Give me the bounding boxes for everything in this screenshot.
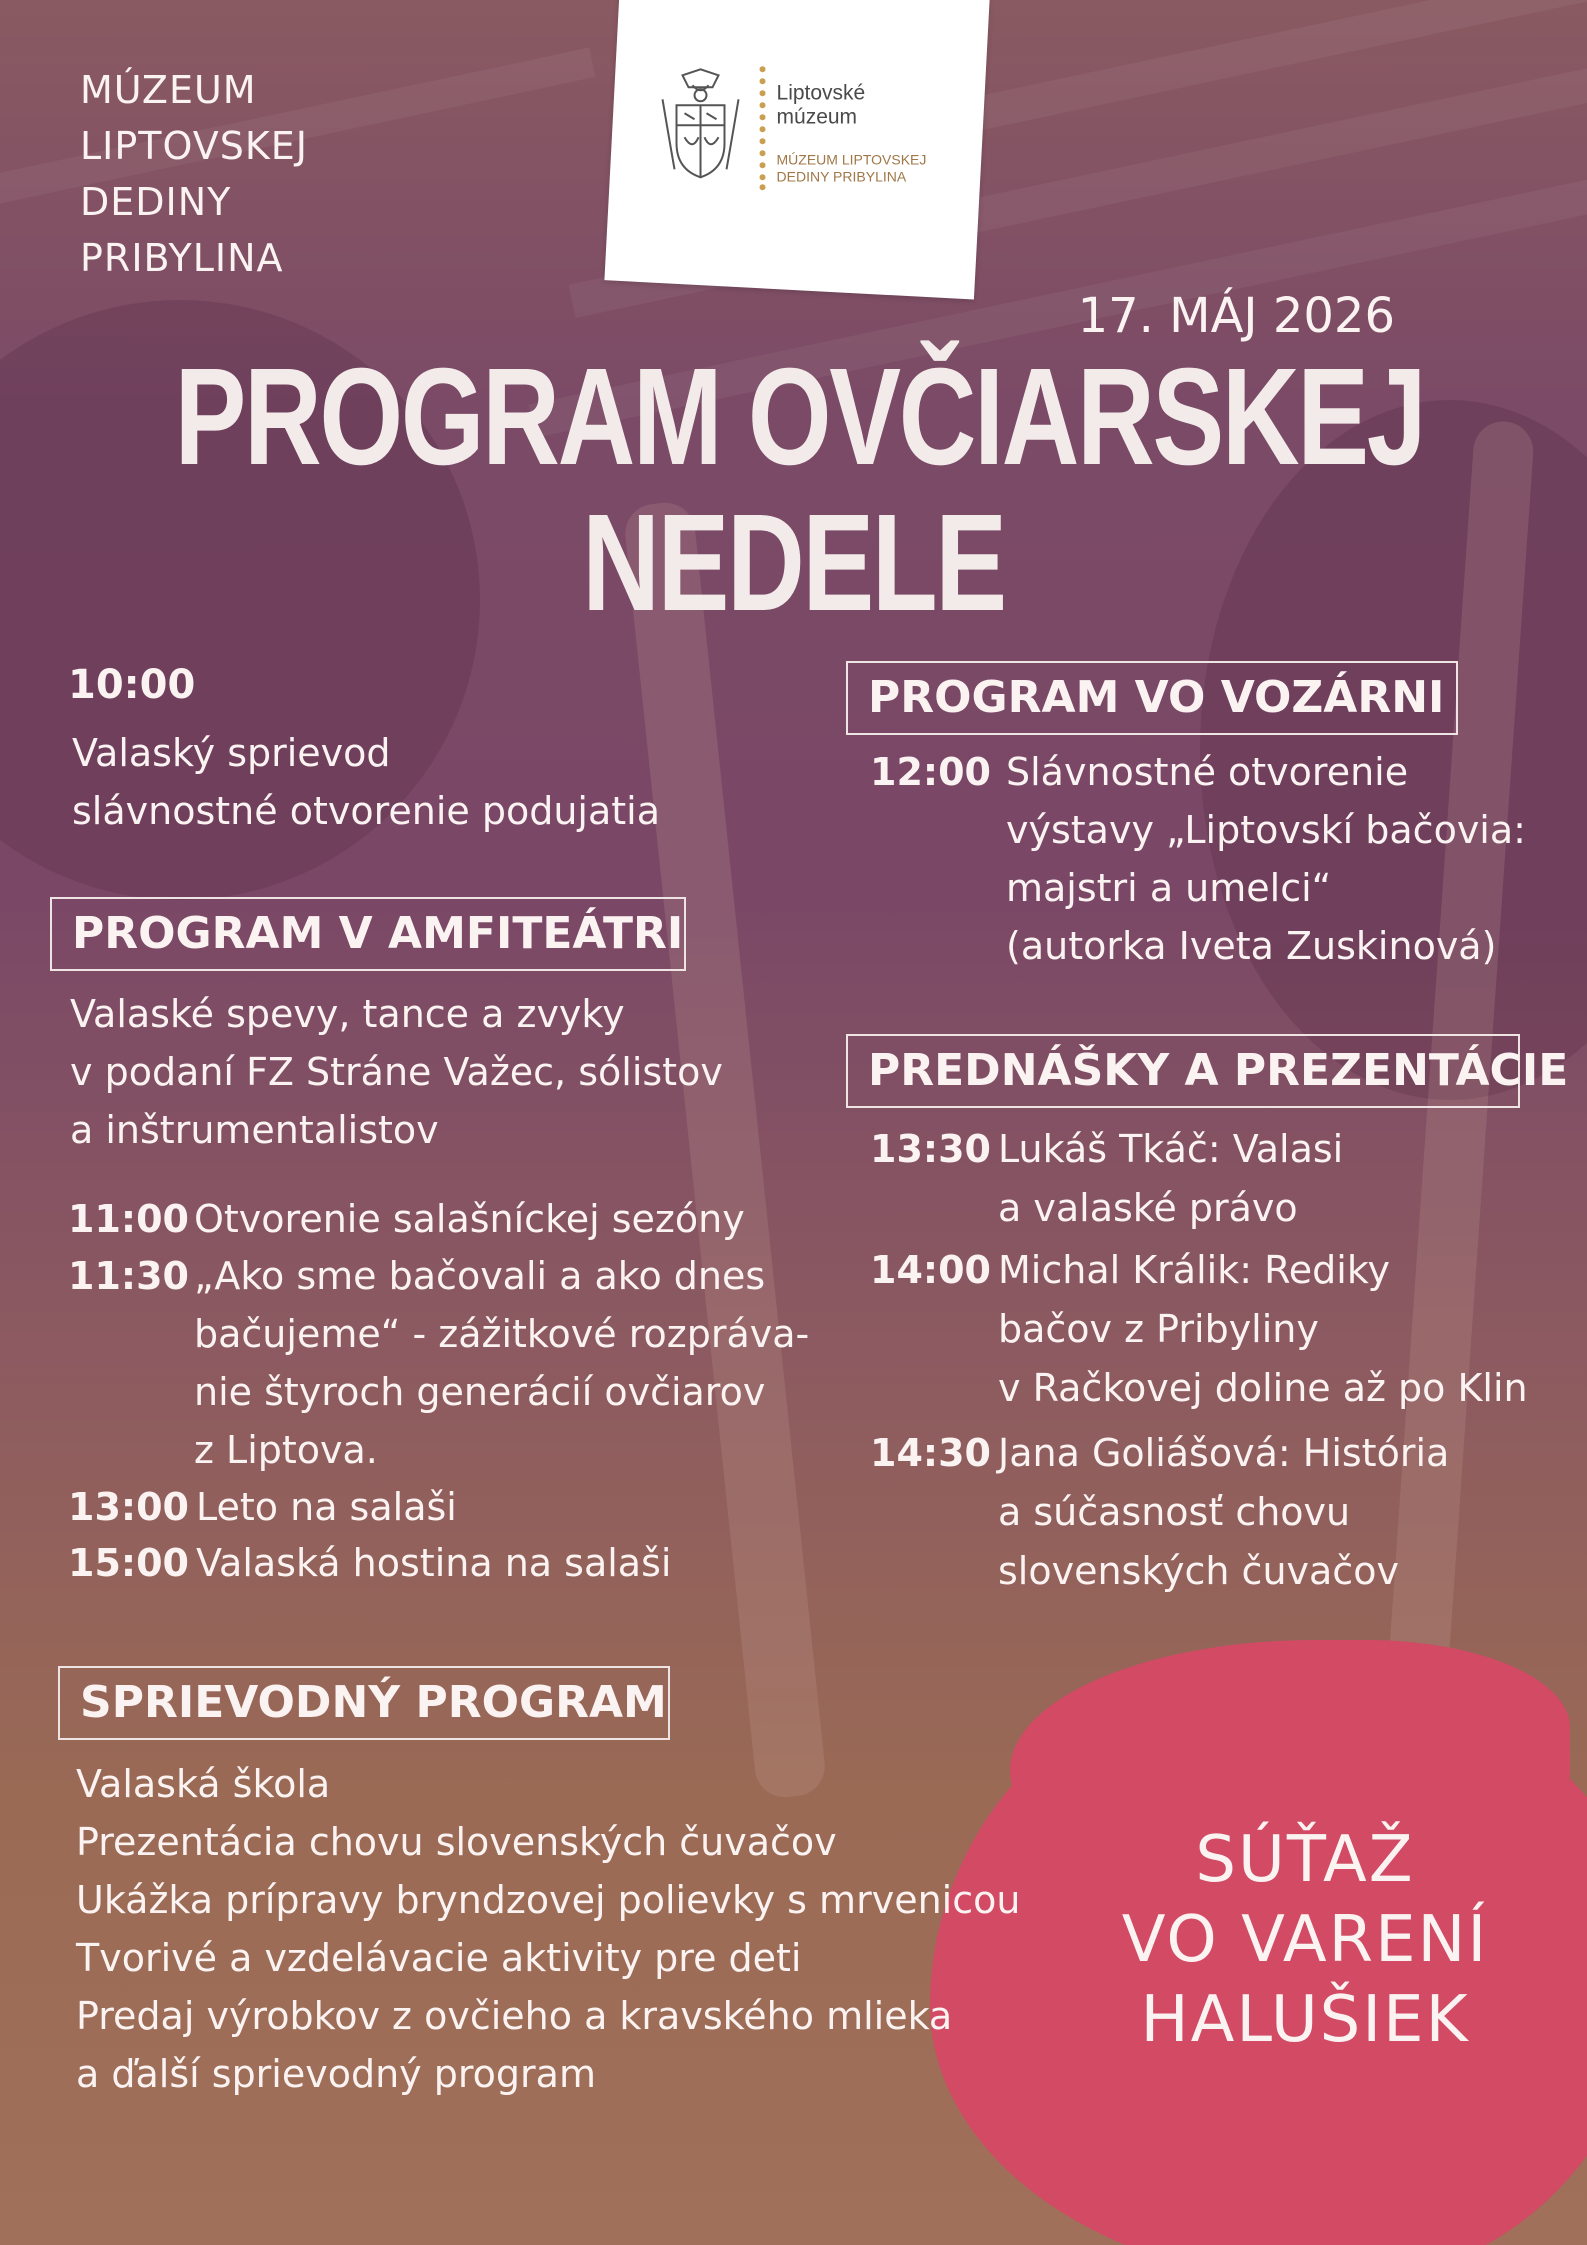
sprievodny-line: Tvorivé a vzdelávacie aktivity pre deti	[76, 1936, 802, 1980]
page-title-line2: NEDELE	[582, 486, 1005, 640]
schedule-time: 13:30	[870, 1127, 991, 1171]
opening-time: 10:00	[68, 662, 196, 708]
logo	[653, 65, 953, 195]
schedule-row	[870, 1241, 1390, 1299]
schedule-text: Slávnostné otvorenie	[1006, 750, 1409, 794]
section-heading-prednasky: PREDNÁŠKY A PREZENTÁCIE	[846, 1034, 1520, 1108]
contest-line: HALUŠIEK	[1140, 1983, 1470, 2057]
sprievodny-line: Prezentácia chovu slovenských čuvačov	[76, 1820, 837, 1864]
museum-name	[80, 62, 308, 286]
schedule-text-cont: majstri a umelci“	[1006, 866, 1332, 910]
contest-line: VO VARENÍ	[1121, 1903, 1489, 1977]
section-heading-sprievodny: SPRIEVODNÝ PROGRAM	[58, 1666, 670, 1740]
logo-subtitle	[777, 151, 927, 185]
schedule-row	[68, 1534, 671, 1592]
schedule-time: 11:00	[68, 1197, 189, 1241]
sprievodny-line: Predaj výrobkov z ovčieho a kravského mlieka	[76, 1994, 953, 2038]
schedule-text: Valaská hostina na salaši	[196, 1541, 672, 1585]
schedule-text-cont: a valaské právo	[998, 1186, 1298, 1230]
schedule-text: Otvorenie salašníckej sezóny	[194, 1197, 745, 1241]
schedule-row	[870, 743, 1408, 801]
schedule-text-cont: a súčasnosť chovu	[998, 1490, 1351, 1534]
amfiteater-intro-line: Valaské spevy, tance a zvyky	[70, 992, 625, 1036]
schedule-row	[870, 1424, 1449, 1482]
schedule-text-cont: nie štyroch generácií ovčiarov	[194, 1370, 766, 1414]
sprievodny-line: a ďalší sprievodný program	[76, 2052, 596, 2096]
logo-card	[604, 0, 989, 299]
schedule-text-cont: bačov z Pribyliny	[998, 1307, 1319, 1351]
schedule-row	[870, 1120, 1343, 1178]
schedule-time: 14:30	[870, 1431, 991, 1475]
section-heading-vozaren: PROGRAM VO VOZÁRNI	[846, 661, 1458, 735]
event-date: 17. MÁJ 2026	[1077, 288, 1395, 344]
sprievodny-line: Ukážka prípravy bryndzovej polievky s mrvenicou	[76, 1878, 1021, 1922]
schedule-time: 13:00	[68, 1485, 189, 1529]
schedule-text: Michal Králik: Rediky	[998, 1248, 1390, 1292]
museum-name-line: PRIBYLINA	[80, 236, 284, 280]
opening-line: Valaský sprievod	[72, 731, 391, 775]
schedule-text: Leto na salaši	[196, 1485, 457, 1529]
museum-name-line: LIPTOVSKEJ	[80, 124, 308, 168]
amfiteater-intro-line: a inštrumentalistov	[70, 1108, 439, 1152]
schedule-row	[68, 1247, 765, 1305]
museum-name-line: MÚZEUM	[80, 68, 257, 112]
schedule-text-cont: bačujeme“ - zážitkové rozpráva-	[194, 1312, 810, 1356]
logo-title-line: Liptovské	[776, 81, 866, 105]
logo-subtitle-line: MÚZEUM LIPTOVSKEJ	[776, 151, 927, 168]
schedule-text: Jana Goliášová: História	[998, 1431, 1450, 1475]
schedule-text-cont: z Liptova.	[194, 1428, 378, 1472]
schedule-time: 11:30	[68, 1254, 189, 1298]
logo-subtitle-line: DEDINY PRIBYLINA	[776, 168, 907, 185]
schedule-row	[68, 1190, 745, 1248]
schedule-text-cont: slovenských čuvačov	[998, 1549, 1399, 1593]
sprievodny-line: Valaská škola	[76, 1762, 331, 1806]
coat-of-arms-icon	[653, 65, 749, 185]
museum-name-line: DEDINY	[80, 180, 232, 224]
schedule-time: 14:00	[870, 1248, 991, 1292]
amfiteater-intro-line: v podaní FZ Stráne Važec, sólistov	[70, 1050, 723, 1094]
logo-title-line: múzeum	[776, 105, 858, 129]
contest-callout	[1080, 1820, 1530, 2060]
bg-pole	[622, 500, 828, 1800]
schedule-text-cont: v Račkovej doline až po Klin	[998, 1366, 1528, 1410]
page-title-line1: PROGRAM OVČIARSKEJ	[174, 340, 1425, 494]
schedule-text-cont: (autorka Iveta Zuskinová)	[1006, 924, 1497, 968]
section-heading-amfiteater: PROGRAM V AMFITEÁTRI	[50, 897, 686, 971]
schedule-text: „Ako sme bačovali a ako dnes	[194, 1254, 766, 1298]
logo-title	[777, 81, 866, 129]
contest-line: SÚŤAŽ	[1195, 1823, 1415, 1897]
schedule-text-cont: výstavy „Liptovskí bačovia:	[1006, 808, 1526, 852]
schedule-time: 12:00	[870, 750, 991, 794]
schedule-row	[68, 1478, 457, 1536]
schedule-time: 15:00	[68, 1541, 189, 1585]
schedule-text: Lukáš Tkáč: Valasi	[998, 1127, 1344, 1171]
logo-divider-icon	[759, 65, 767, 191]
opening-line: slávnostné otvorenie podujatia	[72, 789, 661, 833]
